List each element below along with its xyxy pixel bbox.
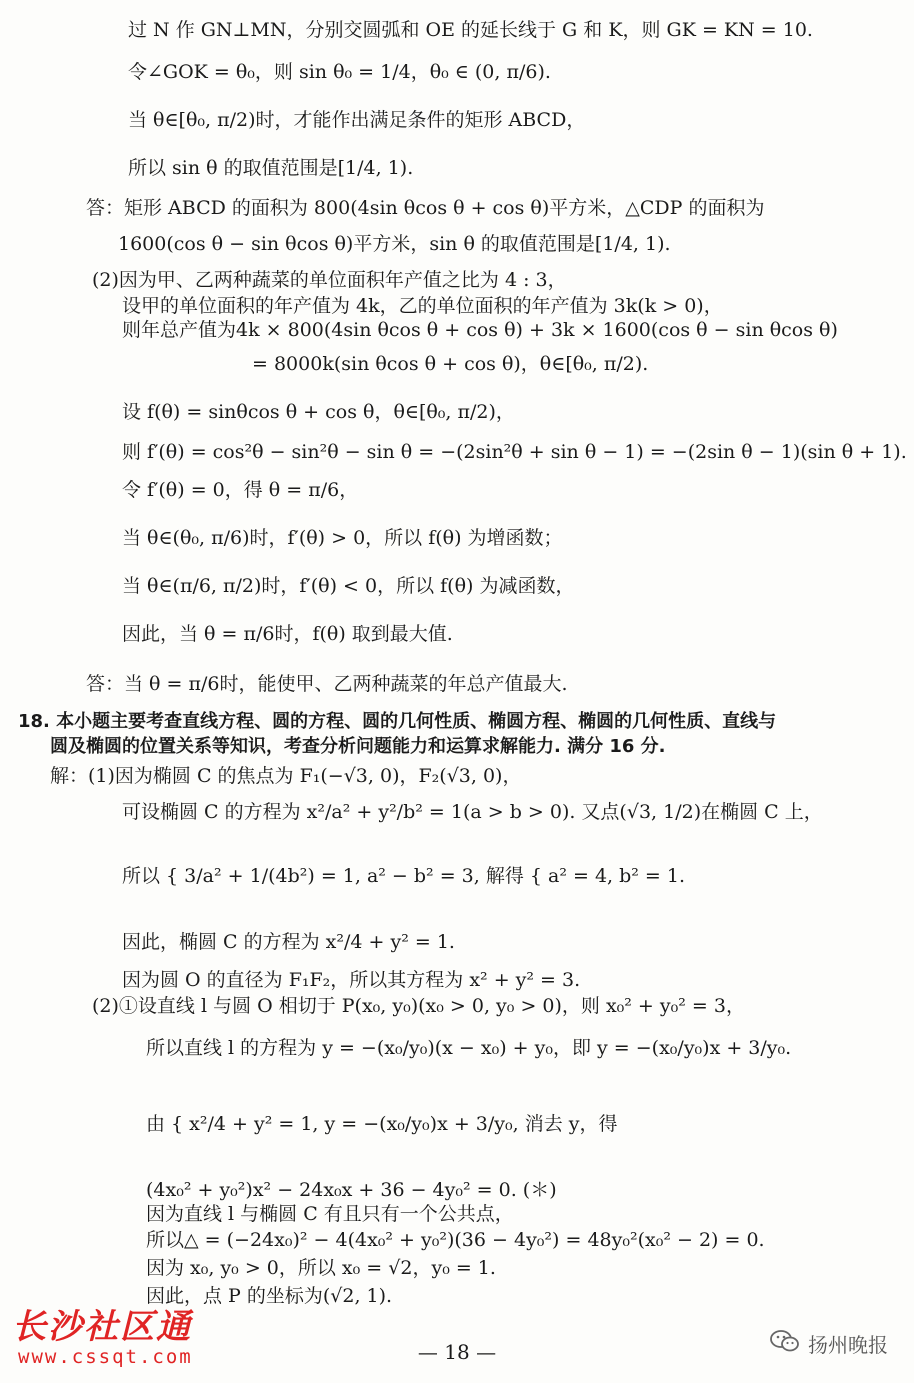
text-line: 可设椭圆 C 的方程为 x²/a² + y²/b² = 1(a > b > 0). 又点(√3, 1/2)在椭圆 C 上，	[122, 801, 823, 823]
text-line: 因为 x₀, y₀ > 0，所以 x₀ = √2，y₀ = 1.	[146, 1257, 496, 1279]
text-line: (2)因为甲、乙两种蔬菜的单位面积年产值之比为 4 : 3，	[92, 269, 567, 291]
answer-line: 答：当 θ = π/6时，能使甲、乙两种蔬菜的年总产值最大.	[86, 673, 568, 695]
account-name: 扬州晚报	[808, 1333, 888, 1357]
text-line: (4x₀² + y₀²)x² − 24x₀x + 36 − 4y₀² = 0. (＊)	[146, 1179, 557, 1201]
wechat-icon	[770, 1328, 800, 1359]
text-line: 当 θ∈(π/6, π/2)时，f′(θ) < 0，所以 f(θ) 为减函数，	[122, 575, 575, 597]
text-line: 则年总产值为4k × 800(4sin θcos θ + cos θ) + 3k × 1600(cos θ − sin θcos θ)	[122, 319, 838, 341]
problem-18-heading-cont: 圆及椭圆的位置关系等知识，考查分析问题能力和运算求解能力. 满分 16 分.	[50, 736, 666, 757]
equation-system: 所以 { 3/a² + 1/(4b²) = 1, a² − b² = 3, 解得 { a² = 4, b² = 1.	[122, 865, 686, 887]
text-line: = 8000k(sin θcos θ + cos θ)，θ∈[θ₀, π/2).	[252, 353, 649, 375]
text-line: 当 θ∈[θ₀, π/2)时，才能作出满足条件的矩形 ABCD，	[128, 109, 586, 131]
text-line: 因此，椭圆 C 的方程为 x²/4 + y² = 1.	[122, 931, 455, 953]
text-line: 所以 sin θ 的取值范围是[1/4, 1).	[128, 157, 414, 179]
text-line: 解：(1)因为椭圆 C 的焦点为 F₁(−√3, 0)，F₂(√3, 0)，	[50, 765, 522, 787]
watermark-logo	[12, 1308, 193, 1368]
text-line: 令∠GOK = θ₀，则 sin θ₀ = 1/4，θ₀ ∈ (0, π/6).	[128, 61, 551, 83]
text-line: (2)①设直线 l 与圆 O 相切于 P(x₀, y₀)(x₀ > 0, y₀ > 0)，则 x₀² + y₀² = 3，	[92, 995, 745, 1017]
answer-line: 答：矩形 ABCD 的面积为 800(4sin θcos θ + cos θ)平方米，△CDP 的面积为	[86, 197, 765, 219]
text-line: 过 N 作 GN⊥MN，分别交圆弧和 OE 的延长线于 G 和 K，则 GK = KN = 10.	[128, 19, 813, 41]
page-number: — 18 —	[417, 1340, 497, 1364]
text-line: 因为圆 O 的直径为 F₁F₂，所以其方程为 x² + y² = 3.	[122, 969, 581, 991]
text-line: 令 f′(θ) = 0，得 θ = π/6，	[122, 479, 359, 501]
problem-18-heading: 18. 本小题主要考查直线方程、圆的方程、圆的几何性质、椭圆方程、椭圆的几何性质、直线与	[18, 711, 777, 732]
wechat-account-watermark	[770, 1328, 888, 1359]
text-line: 1600(cos θ − sin θcos θ)平方米，sin θ 的取值范围是[1/4, 1).	[118, 233, 671, 255]
text-line: 因此，当 θ = π/6时，f(θ) 取到最大值.	[122, 623, 453, 645]
text-line: 所以△ = (−24x₀)² − 4(4x₀² + y₀²)(36 − 4y₀²) = 48y₀²(x₀² − 2) = 0.	[146, 1229, 765, 1251]
text-line: 当 θ∈(θ₀, π/6)时，f′(θ) > 0，所以 f(θ) 为增函数；	[122, 527, 563, 549]
text-line: 所以直线 l 的方程为 y = −(x₀/y₀)(x − x₀) + y₀，即 y = −(x₀/y₀)x + 3/y₀.	[146, 1037, 792, 1059]
text-line: 设甲的单位面积的年产值为 4k，乙的单位面积的年产值为 3k(k > 0)，	[122, 295, 723, 317]
text-line: 因此，点 P 的坐标为(√2, 1).	[146, 1285, 393, 1307]
watermark-logo-text: 长沙社区通	[12, 1307, 192, 1347]
watermark-url: www.cssqt.com	[18, 1346, 193, 1368]
text-line: 因为直线 l 与椭圆 C 有且只有一个公共点，	[146, 1203, 514, 1225]
text-line: 则 f′(θ) = cos²θ − sin²θ − sin θ = −(2sin²θ + sin θ − 1) = −(2sin θ − 1)(sin θ + 1).	[122, 441, 907, 463]
equation-system: 由 { x²/4 + y² = 1, y = −(x₀/y₀)x + 3/y₀, 消去 y，得	[146, 1113, 618, 1135]
text-line: 设 f(θ) = sinθcos θ + cos θ，θ∈[θ₀, π/2)，	[122, 401, 515, 423]
